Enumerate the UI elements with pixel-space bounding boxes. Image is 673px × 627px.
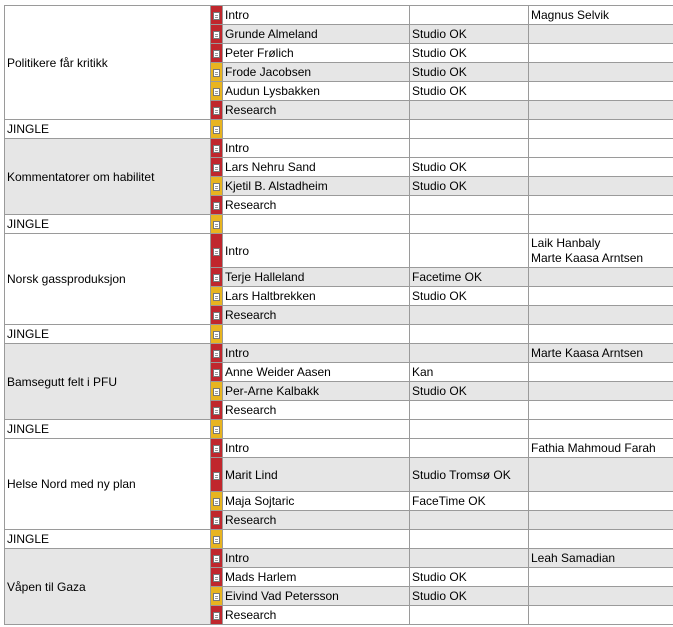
guest-name: Laik Hanbaly [531,235,601,250]
row-guest[interactable] [529,306,673,325]
row-guest[interactable] [529,382,673,401]
document-icon[interactable] [213,472,220,480]
row-status[interactable] [410,215,529,234]
document-icon[interactable] [213,107,220,115]
row-guest[interactable] [529,606,673,625]
status-marker-red[interactable] [211,606,223,625]
row-name[interactable]: Intro [223,549,410,568]
status-marker-red[interactable] [211,363,223,382]
document-icon[interactable] [213,369,220,377]
row-guest[interactable] [529,158,673,177]
row-name[interactable]: Eivind Vad Petersson [223,587,410,606]
row-guest[interactable] [529,25,673,44]
status-marker-yellow[interactable] [211,420,223,439]
row-guest[interactable] [529,530,673,549]
document-icon[interactable] [213,407,220,415]
status-marker-red[interactable] [211,439,223,458]
document-icon[interactable] [213,612,220,620]
status-marker-red[interactable] [211,268,223,287]
row-status[interactable]: Studio OK [410,82,529,101]
jingle-row[interactable] [5,215,673,234]
status-marker-red[interactable] [211,458,223,492]
row-status[interactable] [410,401,529,420]
row-status[interactable] [410,120,529,139]
jingle-row[interactable] [5,325,673,344]
document-icon[interactable] [213,593,220,601]
row-guest[interactable] [529,196,673,215]
status-marker-yellow[interactable] [211,587,223,606]
status-marker-red[interactable] [211,344,223,363]
document-icon[interactable] [213,331,220,339]
row-guest[interactable] [529,325,673,344]
row-guest[interactable]: Marte Kaasa Arntsen [529,344,673,363]
row-status[interactable]: Studio OK [410,25,529,44]
row-guest[interactable] [529,234,673,268]
row-guest[interactable] [529,120,673,139]
row-guest[interactable] [529,177,673,196]
guest-name: Marte Kaasa Arntsen [531,250,644,265]
row-name[interactable]: Terje Halleland [223,268,410,287]
row-status[interactable] [410,306,529,325]
segment-title[interactable]: Kommentatorer om habilitet [5,139,211,215]
jingle-label: JINGLE [5,530,211,549]
rundown-grid [4,5,673,625]
document-icon[interactable] [213,388,220,396]
row-name[interactable]: Lars Haltbrekken [223,287,410,306]
row-guest[interactable] [529,287,673,306]
document-icon[interactable] [213,536,220,544]
row-status[interactable] [410,325,529,344]
document-icon[interactable] [213,88,220,96]
document-icon[interactable] [213,312,220,320]
document-icon[interactable] [213,69,220,77]
status-marker-red[interactable] [211,511,223,530]
status-marker-yellow[interactable] [211,382,223,401]
row-name[interactable] [223,215,410,234]
row-status[interactable]: Studio OK [410,287,529,306]
document-icon[interactable] [213,426,220,434]
row-name[interactable] [223,530,410,549]
jingle-label: JINGLE [5,420,211,439]
row-status[interactable]: Studio OK [410,587,529,606]
row-name[interactable]: Research [223,196,410,215]
status-marker-red[interactable] [211,158,223,177]
row-guest[interactable] [529,401,673,420]
segment-title[interactable]: Våpen til Gaza [5,549,211,625]
jingle-row[interactable] [5,420,673,439]
row-guest[interactable] [529,492,673,511]
document-icon[interactable] [213,31,220,39]
row-guest[interactable] [529,63,673,82]
row-name[interactable] [223,325,410,344]
row-status[interactable]: Kan [410,363,529,382]
rundown-row[interactable] [5,439,673,458]
row-name[interactable]: Research [223,511,410,530]
row-guest[interactable] [529,268,673,287]
row-name[interactable]: Grunde Almeland [223,25,410,44]
row-status[interactable] [410,511,529,530]
row-name[interactable]: Intro [223,439,410,458]
row-name[interactable]: Maja Sojtaric [223,492,410,511]
status-marker-yellow[interactable] [211,120,223,139]
row-name[interactable]: Peter Frølich [223,44,410,63]
row-name[interactable]: Research [223,306,410,325]
document-icon[interactable] [213,498,220,506]
row-status[interactable]: Studio OK [410,568,529,587]
row-name[interactable]: Per-Arne Kalbakk [223,382,410,401]
row-name[interactable]: Intro [223,234,410,268]
row-status[interactable] [410,139,529,158]
document-icon[interactable] [213,350,220,358]
row-status[interactable] [410,530,529,549]
document-icon[interactable] [213,126,220,134]
rundown-row[interactable] [5,139,673,158]
status-marker-red[interactable] [211,44,223,63]
row-name[interactable]: Intro [223,6,410,25]
document-icon[interactable] [213,445,220,453]
row-guest[interactable] [529,568,673,587]
status-marker-red[interactable] [211,306,223,325]
row-status[interactable] [410,606,529,625]
row-name[interactable]: Intro [223,344,410,363]
row-guest[interactable]: Leah Samadian [529,549,673,568]
row-name[interactable]: Anne Weider Aasen [223,363,410,382]
status-marker-red[interactable] [211,101,223,120]
rundown-row[interactable] [5,549,673,568]
row-name[interactable]: Research [223,606,410,625]
rundown-row[interactable] [5,6,673,25]
status-marker-red[interactable] [211,401,223,420]
row-status[interactable]: Studio OK [410,177,529,196]
status-marker-red[interactable] [211,25,223,44]
rundown-row[interactable] [5,344,673,363]
row-status[interactable]: Studio Tromsø OK [410,458,529,492]
segment-title[interactable]: Bamsegutt felt i PFU [5,344,211,420]
row-status[interactable] [410,196,529,215]
rundown-table [4,5,673,625]
row-status[interactable]: Studio OK [410,382,529,401]
row-guest[interactable] [529,587,673,606]
row-guest[interactable]: Fathia Mahmoud Farah [529,439,673,458]
row-status[interactable] [410,234,529,268]
row-status[interactable] [410,439,529,458]
row-name[interactable]: Intro [223,139,410,158]
status-marker-red[interactable] [211,6,223,25]
status-marker-red[interactable] [211,139,223,158]
row-status[interactable]: FaceTime OK [410,492,529,511]
status-marker-yellow[interactable] [211,530,223,549]
document-icon[interactable] [213,12,220,20]
row-status[interactable] [410,344,529,363]
status-marker-red[interactable] [211,568,223,587]
row-name[interactable]: Research [223,401,410,420]
row-guest[interactable] [529,511,673,530]
row-status[interactable]: Facetime OK [410,268,529,287]
row-status[interactable] [410,420,529,439]
document-icon[interactable] [213,202,220,210]
document-icon[interactable] [213,517,220,525]
status-marker-red[interactable] [211,234,223,268]
status-marker-red[interactable] [211,196,223,215]
document-icon[interactable] [213,555,220,563]
document-icon[interactable] [213,183,220,191]
row-guest[interactable] [529,363,673,382]
jingle-label: JINGLE [5,215,211,234]
row-name[interactable]: Mads Harlem [223,568,410,587]
jingle-label: JINGLE [5,325,211,344]
status-marker-yellow[interactable] [211,63,223,82]
jingle-row[interactable] [5,120,673,139]
document-icon[interactable] [213,164,220,172]
status-marker-yellow[interactable] [211,82,223,101]
document-icon[interactable] [213,274,220,282]
document-icon[interactable] [213,248,220,256]
row-guest[interactable]: Magnus Selvik [529,6,673,25]
row-status[interactable]: Studio OK [410,44,529,63]
row-name[interactable]: Research [223,101,410,120]
row-status[interactable]: Studio OK [410,158,529,177]
row-name[interactable]: Frode Jacobsen [223,63,410,82]
row-status[interactable] [410,549,529,568]
row-name[interactable]: Kjetil B. Alstadheim [223,177,410,196]
row-status[interactable] [410,6,529,25]
segment-title[interactable]: Norsk gassproduksjon [5,234,211,325]
status-marker-yellow[interactable] [211,325,223,344]
status-marker-yellow[interactable] [211,215,223,234]
document-icon[interactable] [213,145,220,153]
status-marker-red[interactable] [211,549,223,568]
segment-title[interactable]: Politikere får kritikk [5,6,211,120]
jingle-row[interactable] [5,530,673,549]
row-name[interactable] [223,120,410,139]
jingle-label: JINGLE [5,120,211,139]
row-guest[interactable] [529,139,673,158]
rundown-row[interactable] [5,234,673,268]
document-icon[interactable] [213,221,220,229]
row-status[interactable]: Studio OK [410,63,529,82]
row-guest[interactable] [529,82,673,101]
document-icon[interactable] [213,574,220,582]
row-status[interactable] [410,101,529,120]
row-name[interactable]: Marit Lind [223,458,410,492]
row-guest[interactable] [529,101,673,120]
row-guest[interactable] [529,420,673,439]
row-guest[interactable] [529,215,673,234]
document-icon[interactable] [213,50,220,58]
row-name[interactable] [223,420,410,439]
document-icon[interactable] [213,293,220,301]
row-name[interactable]: Audun Lysbakken [223,82,410,101]
row-guest[interactable] [529,44,673,63]
row-name[interactable]: Lars Nehru Sand [223,158,410,177]
status-marker-yellow[interactable] [211,287,223,306]
status-marker-yellow[interactable] [211,492,223,511]
segment-title[interactable]: Helse Nord med ny plan [5,439,211,530]
row-guest[interactable] [529,458,673,492]
status-marker-yellow[interactable] [211,177,223,196]
